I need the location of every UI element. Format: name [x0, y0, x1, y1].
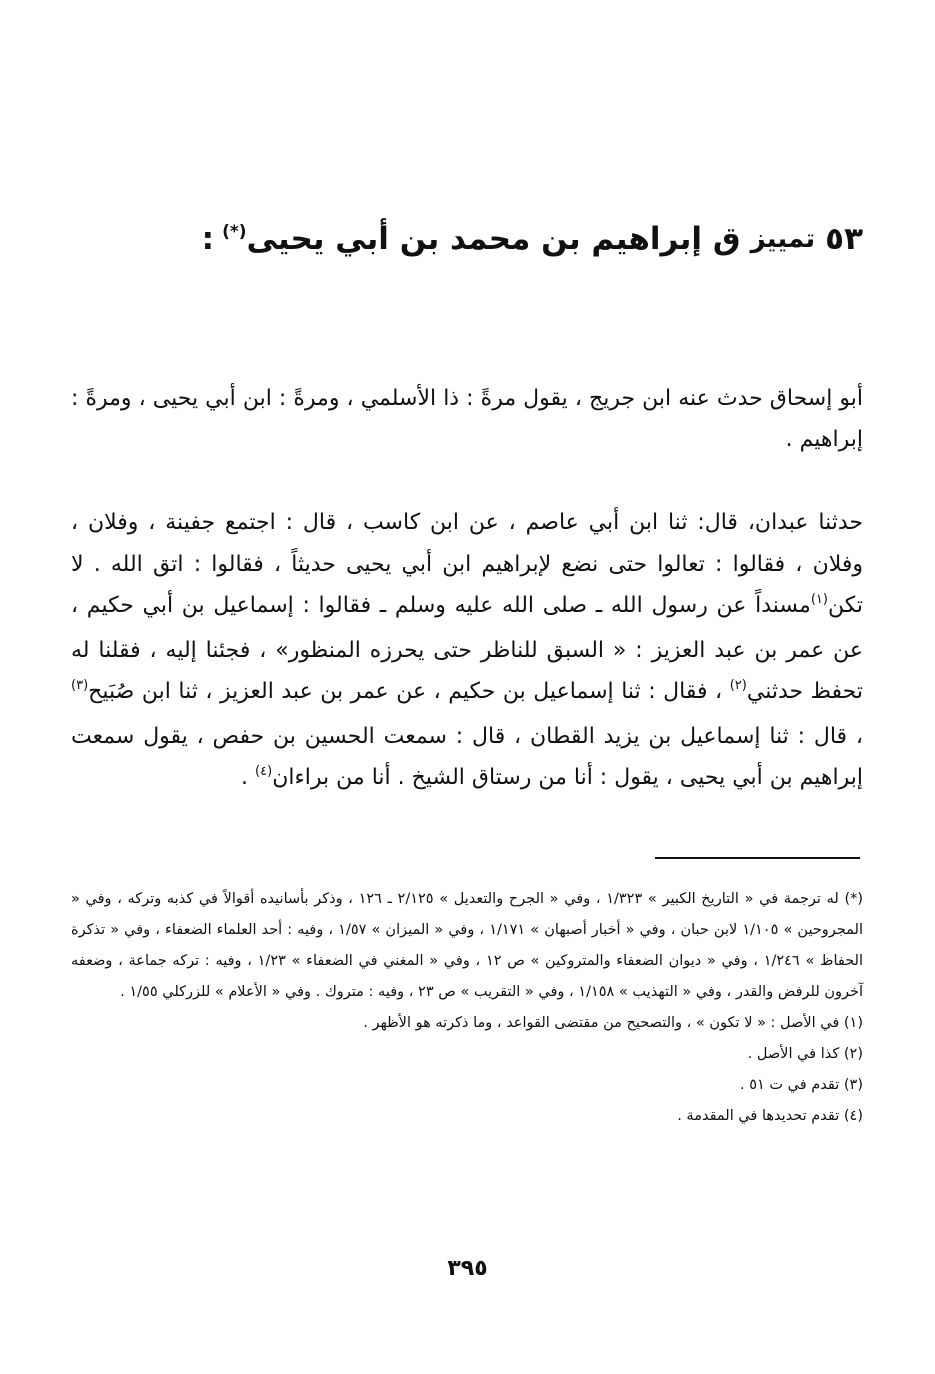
footnote-main: (*) له ترجمة في « التاريخ الكبير » ١/٣٢٣ ، وفي « الجرح والتعديل » ٢/١٢٥ ـ ١٢٦ ، وذكر بأسانيده أقوالاً في كذبه وتركه ، وفي « المجروحين » ١/١٠٥ لابن حبان ، وفي « أخبار أصبهان » ١/١٧١ ، وفي « الميزان » ١/٥٧ ، وفيه : أحد العلماء الضعفاء ، وفي « تذكرة الحفاظ » ١/٢٤٦ ، وفي « ديوان الضعفاء والمتروكين » ص ١٢ ، وفي « المغني في الضعفاء » ١/٢٣ ، وفيه : تركه جماعة ، وضعفه آخرون للرفض والقدر ، وفي « التهذيب » ١/١٥٨ ، وفي « التقريب » ص ٢٣ ، وفيه : متروك . وفي « الأعلام » للزركلي ١/٥٥ .: [71, 891, 864, 1000]
footnote-2: (٢) كذا في الأصل .: [747, 1046, 863, 1062]
entry-colon: :: [201, 221, 215, 257]
entry-heading: [201, 214, 863, 269]
entry-name: إبراهيم بن محمد بن أبي يحيى: [246, 221, 703, 257]
footnote-3: (٣) تقدم في ت ٥١ .: [740, 1077, 863, 1093]
footnote-1: (١) في الأصل : « لا تكون » ، والتصحيح من مقتضى القواعد ، وما ذكرته هو الأظهر .: [363, 1015, 863, 1031]
footnote-ref-4: (٤): [255, 764, 273, 779]
page-number: ٣٩٥: [447, 1256, 488, 1281]
footnote-ref-1: (١): [810, 592, 828, 607]
narration-paragraph: [71, 502, 863, 802]
narration-part-3: ، فقال : ثنا إسماعيل بن حكيم ، عن عمر بن عبد العزيز ، ثنا ابن صُبَيح: [88, 679, 723, 704]
entry-footnote-marker: (*): [222, 222, 247, 242]
narration-part-5: .: [241, 765, 249, 790]
source-letter: ق: [712, 221, 741, 257]
footnote-ref-2: (٢): [729, 678, 747, 693]
footnote-ref-3: (٣): [71, 678, 89, 693]
footnotes-section: [71, 884, 863, 1132]
footnote-4: (٤) تقدم تحديدها في المقدمة .: [677, 1108, 863, 1124]
footnote-divider: [655, 857, 860, 859]
narration-part-4: ، قال : ثنا إسماعيل بن يزيد القطان ، قال : سمعت الحسين بن حفص ، يقول سمعت إبراهيم بن أبي يحيى ، يقول : أنا من رستاق الشيخ . أنا من براءان: [71, 723, 863, 790]
narration-part-1: حدثنا عبدان، قال: ثنا ابن أبي عاصم ، عن ابن كاسب ، قال : اجتمع جفينة ، وفلان ، وفلان ، فقالوا : تعالوا حتى نضع لإبراهيم ابن أبي يحيى حديثاً ، فقالوا : اتق الله . لا تكن: [71, 510, 863, 618]
tamyiz-mark: تمييز: [750, 224, 816, 254]
entry-number: ٥٣: [825, 221, 863, 257]
narration-part-2: مسنداً عن رسول الله ـ صلى الله عليه وسلم ـ فقالوا : إسماعيل بن أبي حكيم ، عن عمر بن عبد العزيز : « السبق للناظر حتى يحرزه المنظور» ، فجئنا إليه ، فقلنا له تحفظ حدثني: [71, 593, 863, 704]
intro-paragraph: أبو إسحاق حدث عنه ابن جريج ، يقول مرةً : ذا الأسلمي ، ومرةً : ابن أبي يحيى ، ومرةً : إبراهيم .: [71, 386, 863, 452]
